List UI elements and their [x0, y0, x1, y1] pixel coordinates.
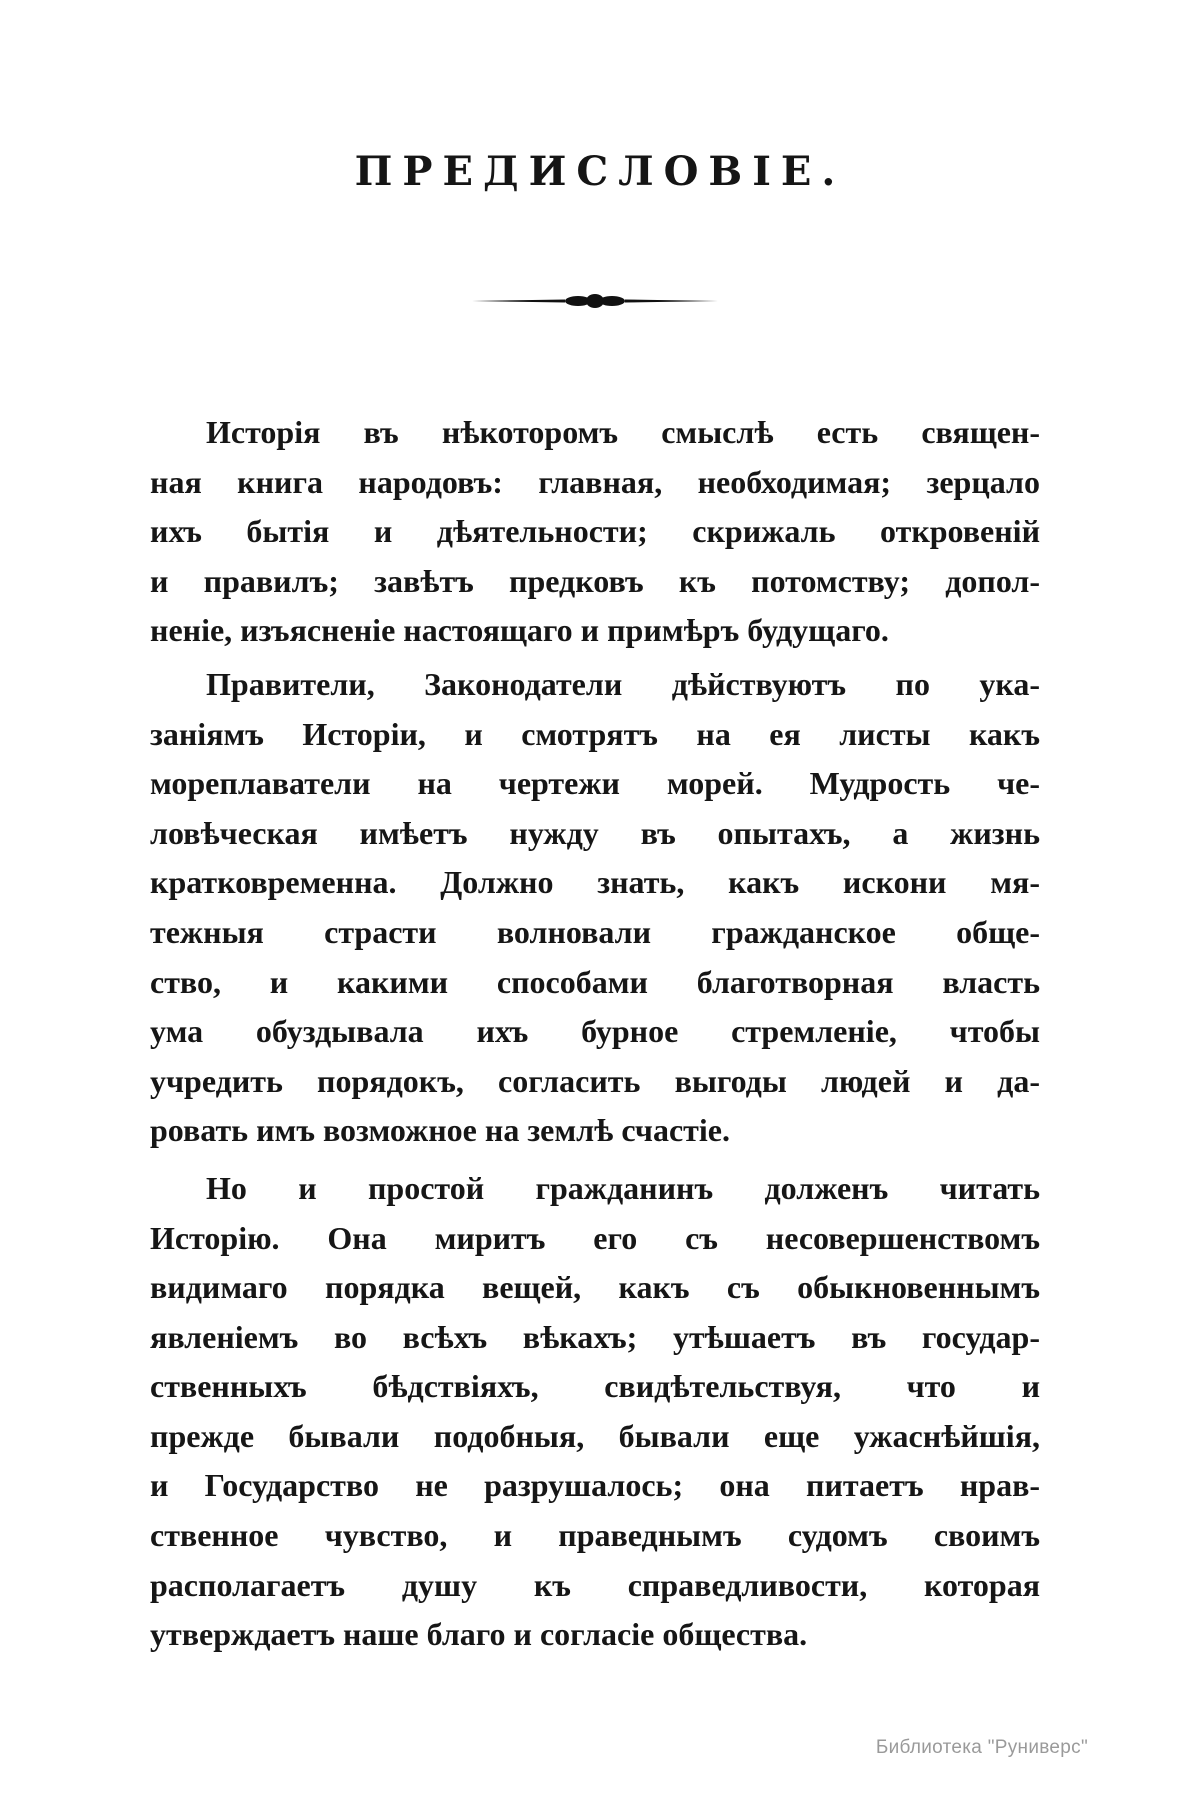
text-line: Исторію. Она миритъ его съ несовершенствомъ	[150, 1219, 1040, 1256]
text-line: ственное чувство, и праведнымъ судомъ своимъ	[150, 1517, 1040, 1554]
text-line: Правители, Законодатели дѣйствуютъ по ука-	[206, 665, 1040, 702]
text-line: и Государство не разрушалось; она питаетъ нрав-	[150, 1467, 1040, 1504]
text-line: ная книга народовъ: главная, необходимая; зерцало	[150, 463, 1040, 500]
text-line: ума обуздывала ихъ бурное стремленіе, чтобы	[150, 1013, 1040, 1050]
text-line: прежде бывали подобныя, бывали еще ужаснѣйшія,	[150, 1417, 1040, 1454]
text-line: тежныя страсти волновали гражданское обще-	[150, 913, 1040, 950]
text-line: и правилъ; завѣтъ предковъ къ потомству; допол-	[150, 562, 1040, 599]
preface-text	[150, 408, 1040, 1660]
page-title: ПРЕДИСЛОВІЕ.	[354, 148, 846, 195]
text-line: ровать имъ возможное на землѣ счастіе.	[150, 1112, 730, 1149]
paragraph	[150, 1164, 1040, 1660]
text-line: утверждаетъ наше благо и согласіе общества.	[150, 1616, 808, 1653]
text-line: Исторія въ нѣкоторомъ смыслѣ есть священ-	[206, 414, 1040, 450]
text-line: кратковременна. Должно знать, какъ искони мя-	[150, 864, 1040, 901]
text-line: явленіемъ во всѣхъ вѣкахъ; утѣшаетъ въ государ-	[150, 1318, 1040, 1355]
text-line: располагаетъ душу къ справедливости, которая	[150, 1566, 1040, 1603]
text-line: учредить порядокъ, согласить выгоды людей и да-	[150, 1062, 1040, 1099]
ornament-divider-icon	[470, 290, 720, 312]
text-line: ловѣческая имѣетъ нужду въ опытахъ, а жизнь	[150, 814, 1040, 851]
paragraph	[150, 408, 1040, 656]
paragraph	[150, 660, 1040, 1156]
library-watermark: Библиотека "Руниверс"	[875, 1737, 1088, 1758]
text-line: Но и простой гражданинъ долженъ читать	[206, 1169, 1040, 1206]
text-line: неніе, изъясненіе настоящаго и примѣръ будущаго.	[150, 612, 889, 649]
text-line: ихъ бытія и дѣятельности; скрижаль откровеній	[150, 513, 1040, 550]
text-line: ственныхъ бѣдствіяхъ, свидѣтельствуя, что и	[150, 1368, 1040, 1405]
text-line: видимаго порядка вещей, какъ съ обыкновеннымъ	[150, 1269, 1040, 1306]
text-line: мореплаватели на чертежи морей. Мудрость че-	[150, 765, 1040, 802]
text-line: заніямъ Исторіи, и смотрятъ на ея листы какъ	[150, 715, 1040, 752]
text-line: ство, и какими способами благотворная власть	[150, 963, 1040, 1000]
